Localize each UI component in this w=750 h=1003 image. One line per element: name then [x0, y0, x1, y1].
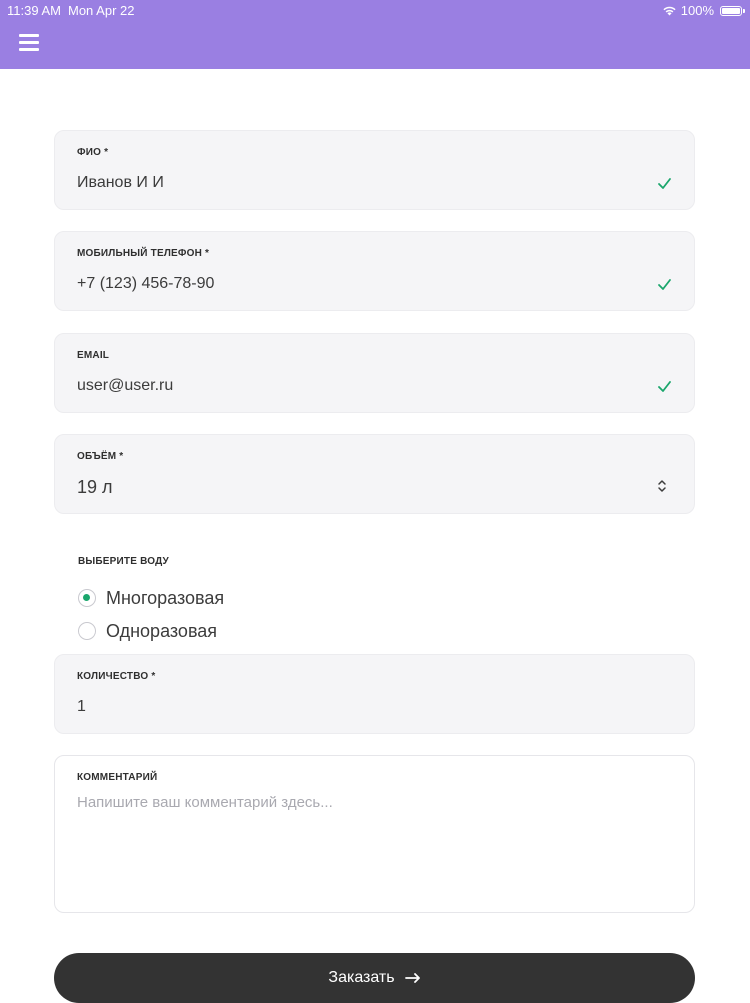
status-date: Mon Apr 22 [68, 3, 135, 18]
status-bar [0, 0, 750, 22]
radio-button-checked[interactable] [78, 589, 96, 607]
quantity-field-label: КОЛИЧЕСТВО * [77, 671, 156, 682]
water-type-label: ВЫБЕРИТЕ ВОДУ [78, 556, 169, 567]
arrow-right-icon [405, 973, 421, 983]
phone-field-label: МОБИЛЬНЫЙ ТЕЛЕФОН * [77, 248, 210, 259]
hamburger-menu-icon[interactable] [19, 34, 39, 52]
comment-field[interactable] [54, 755, 695, 913]
comment-field-label: КОММЕНТАРИЙ [77, 772, 158, 783]
order-button[interactable] [54, 953, 695, 1003]
battery-icon [720, 6, 742, 16]
volume-select-label: ОБЪЁМ * [77, 451, 124, 462]
checkmark-icon [657, 176, 672, 191]
status-right [662, 3, 742, 18]
checkmark-icon [657, 379, 672, 394]
radio-label: Многоразовая [106, 587, 225, 608]
radio-reusable[interactable] [78, 587, 224, 609]
email-field[interactable] [54, 333, 695, 413]
name-field[interactable] [54, 130, 695, 210]
chevron-up-down-icon [657, 478, 667, 494]
wifi-icon [662, 5, 677, 16]
radio-disposable[interactable] [78, 620, 217, 642]
app-header [0, 0, 750, 69]
phone-field[interactable] [54, 231, 695, 311]
quantity-field-value[interactable]: 1 [77, 698, 86, 715]
name-field-value[interactable]: Иванов И И [77, 174, 164, 191]
quantity-field[interactable] [54, 654, 695, 734]
radio-button[interactable] [78, 622, 96, 640]
comment-textarea[interactable] [77, 794, 667, 894]
volume-select-value[interactable]: 19 л [77, 477, 113, 497]
radio-label: Одноразовая [106, 620, 218, 641]
name-field-label: ФИО * [77, 147, 109, 158]
volume-select[interactable] [54, 434, 695, 514]
phone-field-value[interactable]: +7 (123) 456-78-90 [77, 275, 215, 292]
status-time: 11:39 AM [7, 3, 61, 18]
order-button-label: Заказать [328, 969, 395, 986]
email-field-label: EMAIL [77, 350, 110, 361]
battery-percent: 100% [680, 3, 714, 18]
email-field-value[interactable]: user@user.ru [77, 377, 174, 394]
checkmark-icon [657, 277, 672, 292]
